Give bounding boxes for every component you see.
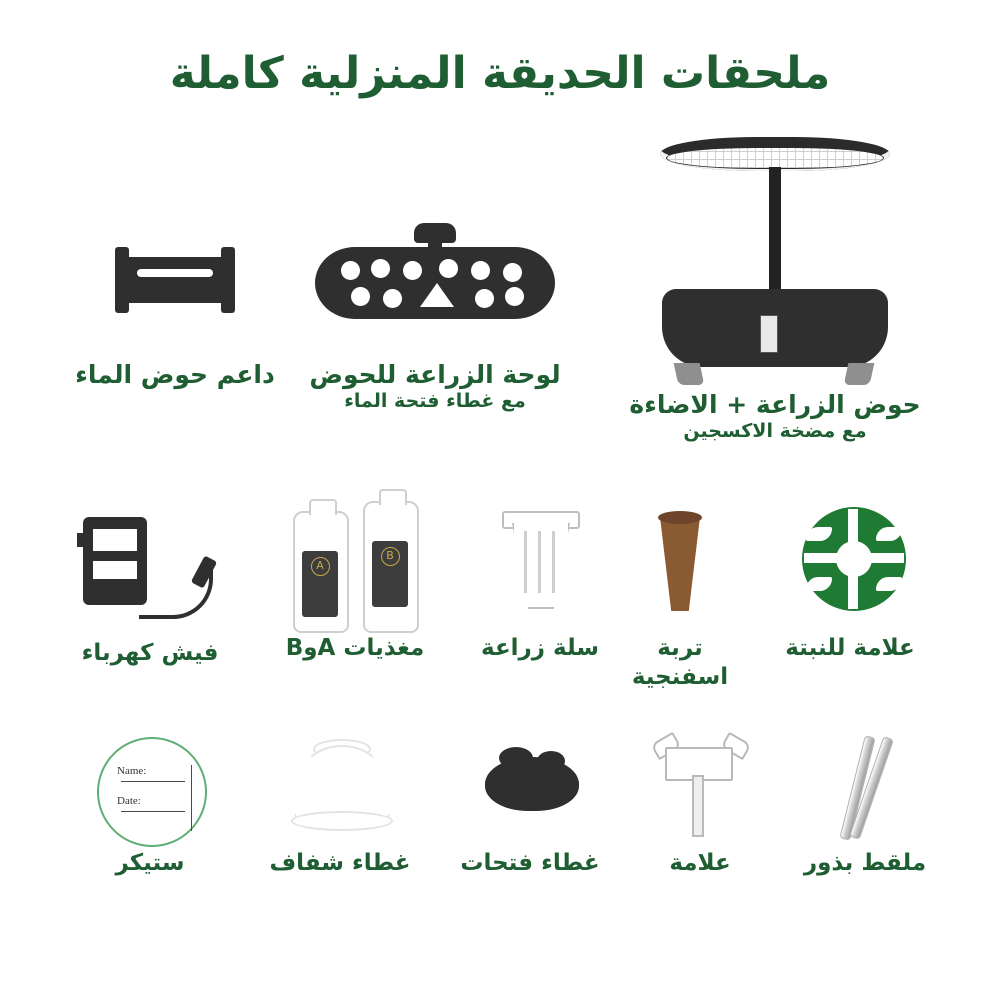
- board-hole: [471, 261, 490, 280]
- plant-marker-illustration: [780, 489, 920, 634]
- item-sponge-soil: [610, 489, 750, 692]
- leaf-icon: [876, 577, 902, 591]
- item-caption-main: داعم حوض الماء: [75, 360, 275, 389]
- dome-body: [293, 745, 391, 821]
- sticker-date-line: [121, 811, 185, 812]
- sponge-top: [658, 511, 702, 524]
- cover-body: [485, 757, 579, 811]
- sticker-illustration: [75, 729, 225, 849]
- water-level-indicator: [760, 315, 778, 353]
- disc-cut: [848, 573, 858, 609]
- tweezers-illustration: [800, 729, 930, 849]
- led-lamp-icon: [660, 137, 890, 171]
- accessories-row-3: [0, 719, 1000, 919]
- item-caption-main: غطاء شفاف: [269, 850, 411, 876]
- marker-center-hole: [836, 541, 872, 577]
- sponge-body: [660, 517, 700, 611]
- bottle-a-label: [302, 551, 338, 617]
- bottle-b-label: [372, 541, 408, 607]
- board-hole: [341, 261, 360, 280]
- dome-base-rim: [291, 811, 393, 831]
- board-hole: [475, 289, 494, 308]
- item-caption-main: لوحة الزراعة للحوض: [309, 360, 561, 389]
- sticker-date-label: Date:: [117, 795, 141, 807]
- bottle-b: [363, 501, 419, 633]
- adapter-face-bottom: [93, 561, 137, 579]
- item-sticker: [60, 729, 240, 878]
- item-label-stake: [620, 729, 780, 878]
- support-end-left: [115, 247, 129, 313]
- item-caption-main: غطاء فتحات: [460, 850, 600, 876]
- item-nutrients: [250, 489, 460, 663]
- bottle-a: [293, 511, 349, 633]
- item-water-tank-support: [60, 199, 290, 390]
- item-grow-bed-with-light: [580, 119, 970, 444]
- item-plant-marker: [760, 489, 940, 663]
- tub-leg-right: [844, 363, 875, 385]
- disc-cut: [868, 553, 904, 563]
- dome-illustration: [265, 729, 415, 849]
- item-caption-main: تربة اسفنجية: [631, 635, 729, 690]
- sticker-name-label: Name:: [117, 765, 147, 777]
- board-hole: [439, 259, 458, 278]
- adapter-body: [83, 517, 147, 605]
- item-power-adapter: [50, 499, 250, 668]
- item-caption-sub: مع غطاء فتحة الماء: [344, 390, 526, 413]
- lamp-grid: [666, 147, 884, 169]
- grow-bed-illustration: [650, 119, 900, 389]
- support-end-right: [221, 247, 235, 313]
- bottle-cap: [379, 489, 407, 505]
- disc-cut: [804, 553, 840, 563]
- adapter-illustration: [65, 499, 235, 639]
- item-caption-main: ستيكر: [115, 850, 185, 876]
- basket-illustration: [480, 489, 600, 634]
- page-title: ملحقات الحديقة المنزلية كاملة: [169, 48, 831, 99]
- support-bar: [123, 257, 227, 303]
- item-caption-main: فيش كهرباء: [81, 640, 219, 666]
- basket-body: [512, 523, 570, 609]
- leaf-icon: [876, 527, 902, 541]
- tub-leg-left: [674, 363, 705, 385]
- item-caption-main: ملقط بذور: [803, 850, 927, 876]
- item-seed-tweezers: [780, 729, 950, 878]
- board-hole: [383, 289, 402, 308]
- board-notch: [420, 283, 454, 307]
- label-stake-illustration: [635, 729, 765, 849]
- item-grow-basket: [470, 489, 610, 663]
- sticker-circle: [97, 737, 207, 847]
- leaf-icon: [806, 577, 832, 591]
- adapter-face-top: [93, 529, 137, 551]
- sponge-illustration: [620, 489, 740, 634]
- board-hole: [351, 287, 370, 306]
- basket-slot: [524, 531, 527, 593]
- sticker-divider: [191, 765, 192, 831]
- plug-tip: [191, 555, 217, 588]
- board-hole: [503, 263, 522, 282]
- item-clear-dome-cover: [250, 729, 430, 878]
- board-hole: [505, 287, 524, 306]
- item-caption-main: علامة: [669, 850, 731, 876]
- bottle-cap: [309, 499, 337, 515]
- disc-cut: [848, 509, 858, 545]
- item-caption-main: علامة للنبتة: [785, 635, 915, 661]
- item-caption-main: مغذيات AوB: [285, 635, 425, 661]
- item-hole-cover: [440, 729, 620, 878]
- stake-stem: [692, 775, 704, 837]
- board-hole: [371, 259, 390, 278]
- item-caption-main: سلة زراعة: [481, 635, 599, 661]
- basket-slot: [538, 531, 541, 593]
- nutrient-bottles-illustration: [265, 489, 445, 634]
- support-illustration: [75, 199, 275, 359]
- bottle-a-badge: A: [311, 557, 330, 576]
- item-planting-board: [290, 199, 580, 414]
- support-slot: [137, 269, 213, 277]
- leaf-icon: [806, 527, 832, 541]
- item-caption-main: حوض الزراعة + الاضاءة: [629, 390, 921, 419]
- basket-slot: [552, 531, 555, 593]
- accessories-row-2: [0, 479, 1000, 719]
- sticker-name-line: [121, 781, 185, 782]
- planting-board-illustration: [310, 199, 560, 359]
- board-hole: [403, 261, 422, 280]
- bottle-b-badge: B: [381, 547, 400, 566]
- hole-cover-illustration: [455, 729, 605, 849]
- item-caption-sub: مع مضخة الاكسجين: [683, 420, 867, 443]
- accessories-row-1: [0, 99, 1000, 479]
